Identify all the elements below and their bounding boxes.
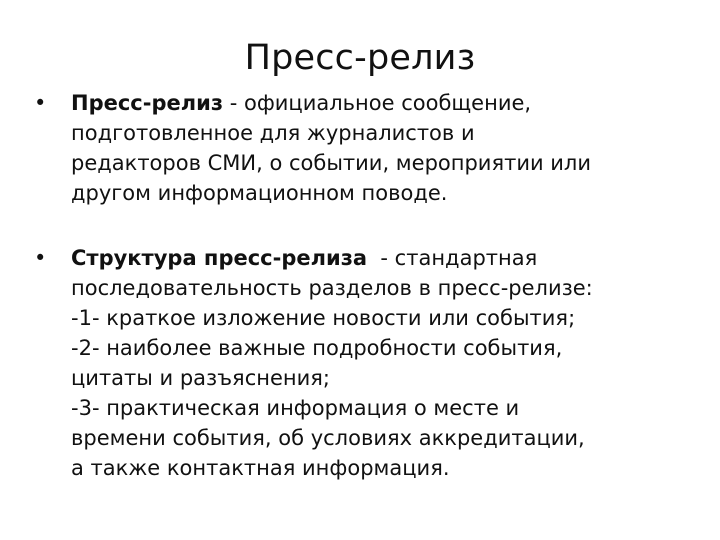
bullet-text	[71, 88, 701, 208]
bullet-line: -1- краткое изложение новости или события;	[71, 306, 576, 330]
bullet-line-text: - официальное сообщение,	[223, 91, 532, 115]
slide-title: Пресс-релиз	[244, 38, 476, 78]
bullet-line: времени события, об условиях аккредитации,	[71, 426, 585, 450]
bullet-line: а также контактная информация.	[71, 456, 450, 480]
bullet-line	[71, 88, 701, 118]
bullet-term: Структура пресс-релиза	[71, 246, 368, 270]
bullet-line: -2- наиболее важные подробности события,	[71, 336, 563, 360]
bullet-line: -3- практическая информация о месте и	[71, 396, 520, 420]
bullet-line	[71, 243, 701, 273]
bullet-line: последовательность разделов в пресс-релизе:	[71, 276, 593, 300]
bullet-text	[71, 243, 701, 483]
bullet-term: Пресс-релиз	[71, 91, 224, 115]
bullet-line: подготовленное для журналистов и	[71, 121, 475, 145]
bullet-marker: •	[34, 246, 47, 270]
bullet-line-text: - стандартная	[367, 246, 538, 270]
bullet-line: цитаты и разъяснения;	[71, 366, 330, 390]
bullet-marker: •	[34, 91, 47, 115]
bullet-line: редакторов СМИ, о событии, мероприятии или	[71, 151, 592, 175]
bullet-line: другом информационном поводе.	[71, 181, 448, 205]
